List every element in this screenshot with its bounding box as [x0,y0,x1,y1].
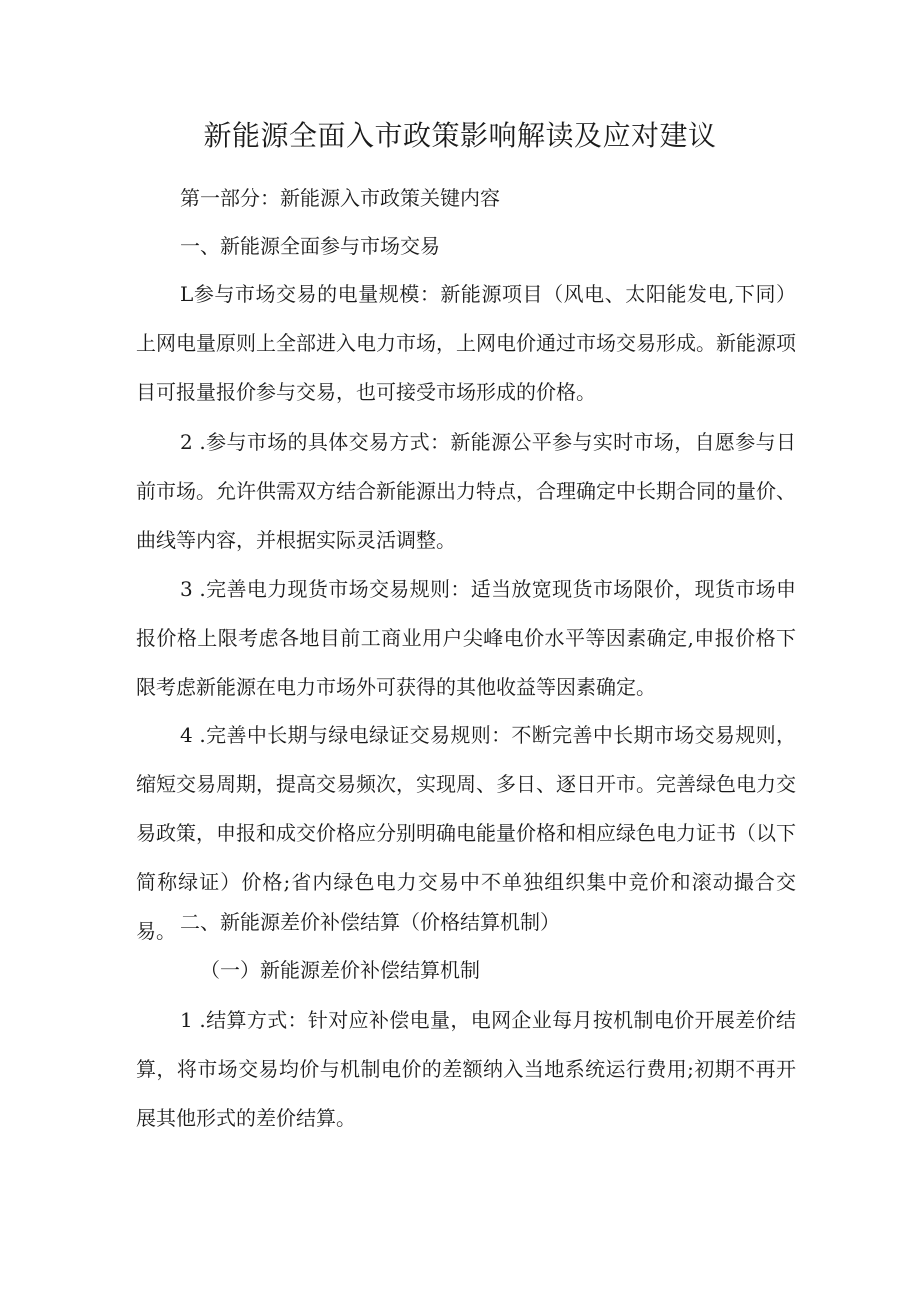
subsection1-heading: （一）新能源差价补偿结算机制 [200,958,480,982]
part1-heading: 第一部分：新能源入市政策关键内容 [180,186,500,210]
section2-heading: 二、新能源差价补偿结算（价格结算机制） [180,910,560,934]
paragraph-item-3: 3 .完善电力现货市场交易规则：适当放宽现货市场限价，现货市场申报价格上限考虑各地目前工商业用户尖峰电价水平等因素确定,申报价格下限考虑新能源在电力市场外可获得的其他收益等因素确定。 [136,577,796,699]
document-title: 新能源全面入市政策影响解读及应对建议 [203,119,717,152]
paragraph-item2-1: 1 .结算方式：针对应补偿电量，电网企业每月按机制电价开展差价结算，将市场交易均价与机制电价的差额纳入当地系统运行费用;初期不再开展其他形式的差价结算。 [136,1008,796,1130]
paragraph-item-1: L参与市场交易的电量规模：新能源项目（风电、太阳能发电,下同）上网电量原则上全部进入电力市场，上网电价通过市场交易形成。新能源项目可报量报价参与交易，也可接受市场形成的价格。 [136,282,796,404]
paragraph-item-2: 2 .参与市场的具体交易方式：新能源公平参与实时市场，自愿参与日前市场。允许供需双方结合新能源出力特点，合理确定中长期合同的量价、曲线等内容，并根据实际灵活调整。 [136,430,796,552]
section1-heading: 一、新能源全面参与市场交易 [180,234,440,258]
paragraph-item-4: 4 .完善中长期与绿电绿证交易规则：不断完善中长期市场交易规则，缩短交易周期，提高交易频次，实现周、多日、逐日开市。完善绿色电力交易政策，申报和成交价格应分别明确电能量价格和相应绿色电力证书（以下简称绿证）价格;省内绿色电力交易中不单独组织集中竞价和滚动撮合交易。 [136,723,796,943]
